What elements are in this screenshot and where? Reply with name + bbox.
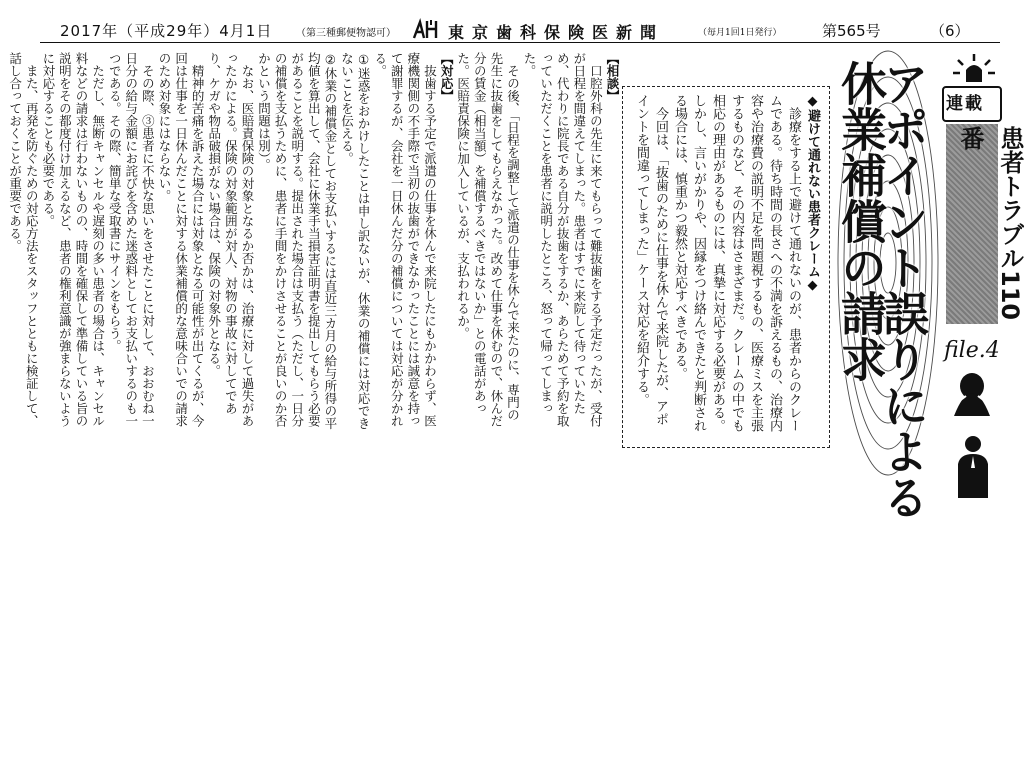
response-body: 抜歯する予定で派遣の仕事を休んで来院したにもかかわらず、医療機関側の不手際で当初の抜歯ができなかったことには誠意を持って謝罪するが、会社を一日休んだ分の補償については対応が分かれる。 ①迷惑をおかけしたことは申し訳ないが、休業の補償には対応できないことを伝える。 ②休業の補償金としてお支払いするには直近三カ月の給与所得の平均値を算出して、会社に休業手当損害証明書を提出してもらう必要があることを説明する。提出された場合は支払う（ただし、一日分の補償を支払うために、患者に手間をかけさせることが良いのか否かという問題は別）。 なお、医賠責保険の対象となるか否かは、治療に対して過失があったかによる。保険の対象範囲が対人、対物の事故に対してであり、ケガや物品破損がない場合は、保険の対象外となる。 精神的苦痛を訴えた場合には対象となる可能性が出てくるが、今回は仕事を一日休んだことに対する休業補償的な意味合いでの請求のため対象にはならない。 その際、③患者に不快な思いをさせたことに対して、おおむね一日分の給与金額にお詫びを含めた迷惑料としてお支払いするのも一つである。その際、簡単な受取書にサインをもらう。 ただし、無断キャンセルや遅刻の多い患者の場合は、キャンセル料などの請求は行わないものの、時間を確保して準備している旨の説明をその都度付け加えるなど、患者の権利意識が強まらないように対応することも必要である。 また、再発を防ぐための対応方法をスタッフとともに検証して、話し合っておくことが重要である。 [7, 52, 438, 430]
issue-frequency: （毎月1回1日発行） [698, 28, 782, 38]
series-title: 患者トラブル110番 [956, 126, 1024, 321]
issue-date: 2017年（平成29年）4月1日 [60, 22, 273, 40]
article-title-line2: 休業補償の請求 [834, 60, 888, 382]
lead-heading: ◆避けて通れない患者クレーム◆ [805, 94, 820, 293]
lead-body: 診療をする上で避けて通れないのが、患者からのクレームである。待ち時間の長さへの不満を訴えるもの、治療内容や治療費の説明不足を問題視するもの、医療ミスを主張するものなど、その内容はさまざまだ。クレームの中でも相応の理由があるものには、真摯に対応する必要がある。しかし、言いがかりや、因縁をつけ絡んできたと判断される場合には、慎重かつ毅然と対応すべきである。 今回は、「抜歯のために仕事を休んで来院したが、アポイントを間違ってしまった」ケース対応を紹介する。 [634, 94, 801, 432]
page-number: （6） [930, 22, 970, 40]
consultation-section [7, 52, 620, 432]
issue-number: 第565号 [822, 22, 881, 40]
series-label: 連載 [946, 94, 984, 114]
article-title-line1: アポイント誤りによる [876, 60, 930, 520]
header-divider [40, 42, 1000, 43]
newspaper-name: 東京歯科保険医新聞 [448, 23, 665, 42]
lead-box [632, 94, 822, 438]
newspaper-header [0, 0, 1024, 44]
postal-permit: （第三種郵便物認可） [296, 28, 396, 39]
response-heading: 【対応】 [439, 52, 455, 102]
consultation-heading: 【相談】 [605, 52, 620, 102]
consultation-body: 口腔外科の先生に来てもらって難抜歯をする予定だったが、受付が日程を間違えてしまった。患者はすでに来院して待っていたため、代わりに院長である自分が抜歯をするか、あらためて予約を取っていただくことを患者に説明したところ、怒って帰ってしまった。 その後、「日程を調整して派遣の仕事を休んで来たのに、専門の先生に抜歯をしてもらえなかった。改めて仕事を休むので、休んだ分の賃金（相当額）を補償するべきではないか」との電話があった。医賠責保険に加入しているが、支払われるか。 [455, 52, 604, 427]
troubled-patient-illustration [942, 372, 1002, 502]
alert-rays-icon [952, 52, 996, 84]
association-logo [412, 18, 442, 40]
file-number: file.4 [944, 338, 1000, 363]
